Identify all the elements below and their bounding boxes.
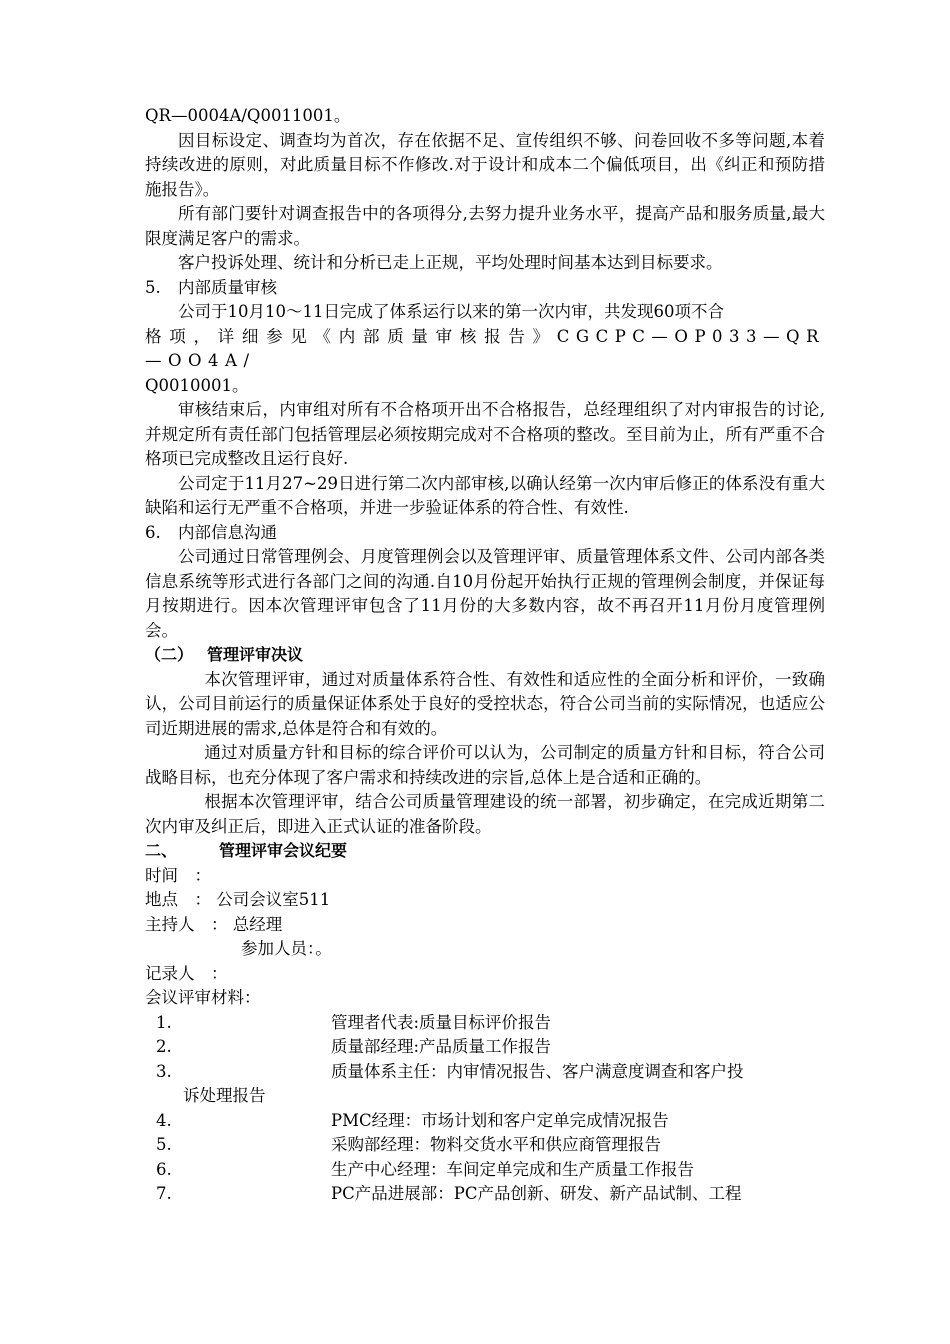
list-item bbox=[145, 1182, 825, 1207]
item-number: 4. bbox=[156, 1110, 172, 1130]
item-number: 1. bbox=[156, 1012, 172, 1032]
meeting-place bbox=[145, 888, 825, 913]
item-text: PMC经理：市场计划和客户定单完成情况报告 bbox=[331, 1110, 669, 1130]
item-number: 2. bbox=[156, 1037, 172, 1056]
item-text: 质量部经理:产品质量工作报告 bbox=[331, 1037, 552, 1056]
item-number: 5. bbox=[156, 1135, 172, 1154]
paragraph-complaints: 客户投诉处理、统计和分析已走上正规，平均处理时间基本达到目标要求。 bbox=[178, 253, 723, 272]
reference-code: QR—0004A/Q0011001。 bbox=[145, 106, 351, 125]
meeting-attendees: 参加人员：。 bbox=[241, 939, 332, 958]
list-item bbox=[145, 1011, 825, 1036]
item-text: PC产品进展部：PC产品创新、研发、新产品试制、工程 bbox=[331, 1184, 742, 1203]
list-item bbox=[145, 1060, 825, 1085]
list-item bbox=[145, 1035, 825, 1060]
place-value: 公司会议室511 bbox=[216, 890, 331, 909]
heading-internal-communication bbox=[145, 521, 825, 546]
materials-label: 会议评审材料： bbox=[145, 988, 261, 1007]
list-item-continuation: 诉处理报告 bbox=[183, 1086, 266, 1105]
host-value: 总经理 bbox=[232, 914, 283, 934]
heading-label: 二、 bbox=[145, 841, 178, 860]
host-label: 主持人 ： bbox=[145, 914, 228, 934]
meeting-recorder bbox=[145, 962, 825, 987]
item-number: 6. bbox=[156, 1159, 172, 1179]
resolution-paragraph: 根据本次管理评审，结合公司质量管理建设的统一部署，初步确定，在完成近期第二次内审及纠正后，即进入正式认证的准备阶段。 bbox=[145, 792, 825, 836]
paragraph-departments: 所有部门要针对调查报告中的各项得分,去努力提升业务水平，提高产品和服务质量,最大限度满足客户的需求。 bbox=[145, 204, 825, 248]
item-text: 质量体系主任：内审情况报告、客户满意度调查和客户投 bbox=[331, 1061, 744, 1081]
item-text: 采购部经理：物料交货水平和供应商管理报告 bbox=[331, 1135, 661, 1154]
resolution-paragraph: 本次管理评审，通过对质量体系符合性、有效性和适应性的全面分析和评价，一致确认，公司目前运行的质量保证体系处于良好的受控状态，符合公司当前的实际情况，也适应公司近期进展的需求,总体是符合和有效的。 bbox=[145, 669, 825, 738]
paragraph-communication: 公司通过日常管理例会、月度管理例会以及管理评审、质量管理体系文件、公司内部各类信息系统等形式进行各部门之间的沟通.自10月份起开始执行正规的管理例会制度，并保证每月按期进行。因本次管理评审包含了11月份的大多数内容，故不再召开11月份月度管理例会。 bbox=[145, 547, 825, 640]
heading-title: 管理评审决议 bbox=[207, 645, 304, 664]
materials-list bbox=[145, 1011, 825, 1207]
list-item bbox=[145, 1109, 825, 1134]
list-item bbox=[145, 1158, 825, 1183]
item-number: 7. bbox=[156, 1184, 172, 1203]
heading-review-resolution bbox=[145, 643, 825, 668]
item-number: 3. bbox=[156, 1061, 172, 1081]
heading-title: 内部信息沟通 bbox=[178, 522, 277, 542]
list-item bbox=[145, 1133, 825, 1158]
meeting-time bbox=[145, 864, 825, 889]
place-label: 地点 ： bbox=[145, 890, 211, 909]
resolution-paragraph: 通过对质量方针和目标的综合评价可以认为，公司制定的质量方针和目标，符合公司战略目标，也充分体现了客户需求和持续改进的宗旨,总体上是合适和正确的。 bbox=[145, 743, 825, 787]
item-text: 管理者代表:质量目标评价报告 bbox=[331, 1012, 552, 1032]
heading-internal-audit bbox=[145, 276, 825, 301]
item-text: 生产中心经理：车间定单完成和生产质量工作报告 bbox=[331, 1159, 694, 1179]
paragraph-audit-line-3: Q0010001。 bbox=[145, 375, 249, 395]
heading-meeting-minutes bbox=[145, 839, 825, 864]
paragraph-second-audit: 公司定于11月27~29日进行第二次内部审核,以确认经第一次内审后修正的体系没有重大缺陷和运行无严重不合格项，并进一步验证体系的符合性、有效性. bbox=[145, 473, 825, 517]
paragraph-audit-line-1: 公司于10月10～11日完成了体系运行以来的第一次内审，共发现60项不合 bbox=[178, 302, 724, 321]
meeting-host bbox=[145, 913, 825, 938]
heading-label: （二） bbox=[145, 645, 194, 664]
time-label: 时间 ： bbox=[145, 865, 211, 885]
heading-number: 6. bbox=[145, 522, 161, 542]
heading-title: 管理评审会议纪要 bbox=[219, 841, 348, 860]
recorder-label: 记录人 ： bbox=[145, 963, 228, 983]
heading-title: 内部质量审核 bbox=[178, 277, 277, 297]
document-body bbox=[145, 104, 825, 1207]
heading-number: 5. bbox=[145, 277, 161, 297]
paragraph-audit-followup: 审核结束后，内审组对所有不合格项开出不合格报告，总经理组织了对内审报告的讨论,并规定所有责任部门包括管理层必须按期完成对不合格项的整改。至目前为止，所有严重不合格项已完成整改且运行良好. bbox=[145, 400, 825, 468]
paragraph-goal-revision: 因目标设定、调查均为首次，存在依据不足、宣传组织不够、问卷回收不多等问题,本着持续改进的原则，对此质量目标不作修改.对于设计和成本二个偏低项目，出《纠正和预防措施报告》。 bbox=[145, 130, 825, 199]
paragraph-audit-line-2: 格项，详细参见《内部质量审核报告》CGCPC—OP033—QR—OO4A/ bbox=[145, 326, 825, 370]
